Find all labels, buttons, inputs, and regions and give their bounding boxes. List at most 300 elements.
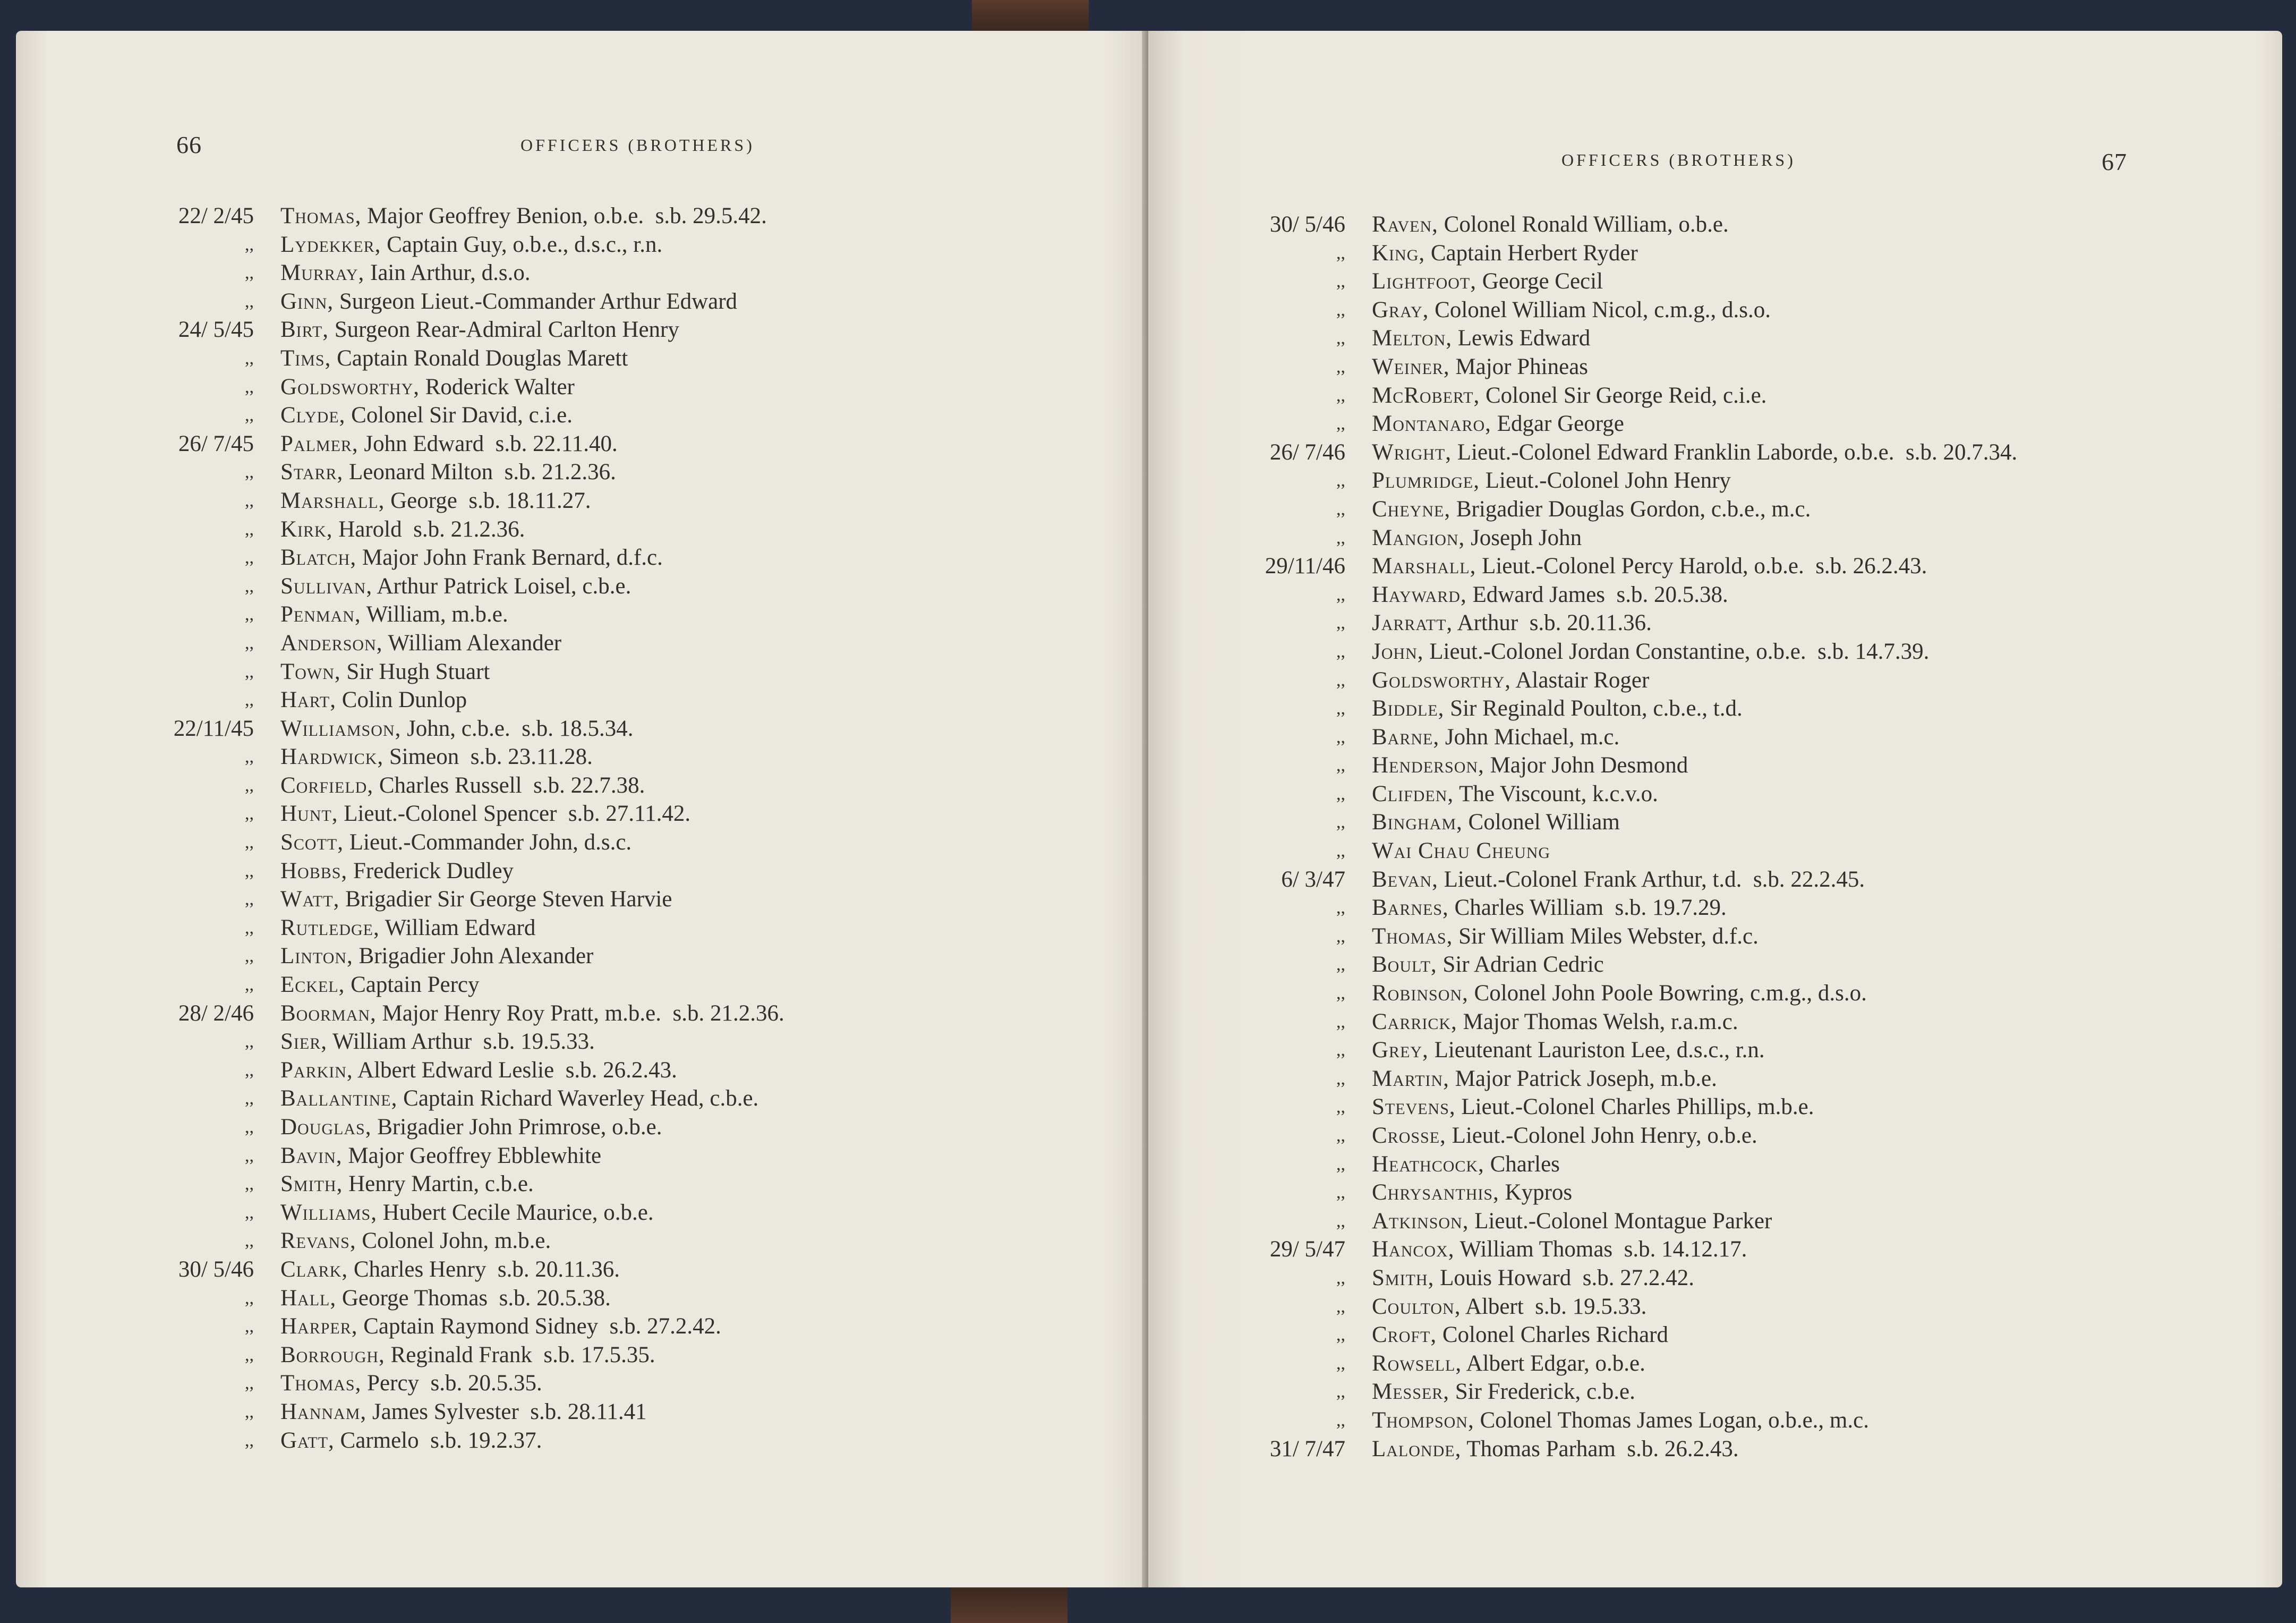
list-item	[1214, 609, 2017, 638]
list-item	[1214, 1264, 2017, 1293]
book-binding-bottom	[951, 1586, 1068, 1623]
entry-surname: Gatt,	[280, 1427, 335, 1453]
entry-details: Hubert Cecile Maurice, o.b.e.	[377, 1200, 654, 1225]
entry-date: 30/ 5/46	[178, 1256, 254, 1282]
entry-date: 22/11/45	[173, 716, 254, 741]
entry-details: Major Patrick Joseph, m.b.e.	[1449, 1066, 1717, 1091]
entry-surname: Hall,	[280, 1285, 337, 1311]
entry-surname: Clyde,	[280, 403, 346, 428]
entry-name	[280, 971, 480, 999]
entry-name	[280, 743, 593, 771]
running-head: OFFICERS (BROTHERS)	[520, 135, 755, 155]
entry-surname: Croft,	[1372, 1322, 1437, 1348]
entry-name	[1372, 410, 1624, 438]
list-item	[1214, 524, 2017, 553]
entry-surname: Birt,	[280, 317, 329, 343]
list-item	[1214, 808, 2017, 837]
entry-details: Roderick Walter	[420, 374, 575, 400]
entry-details: Colonel William Nicol, c.m.g., d.s.o.	[1429, 297, 1771, 322]
entry-surname: Chrysanthis,	[1372, 1180, 1499, 1205]
entry-name	[1372, 296, 1771, 325]
entry-surname: Tims,	[280, 345, 331, 371]
entry-details: Edward James s.b. 20.5.38.	[1466, 582, 1728, 607]
entry-name	[280, 1284, 611, 1313]
list-item	[1214, 1150, 2017, 1179]
list-item	[1214, 922, 2017, 951]
entry-surname: Thompson,	[1372, 1407, 1474, 1433]
entry-details: Captain Richard Waverley Head, c.b.e.	[397, 1086, 759, 1111]
entry-details: Carmelo s.b. 19.2.37.	[334, 1427, 542, 1453]
list-item	[159, 1170, 784, 1199]
entry-surname: Crosse,	[1372, 1123, 1446, 1148]
entry-name	[280, 515, 525, 544]
entry-name	[1372, 1065, 1717, 1093]
entry-date: ,,	[245, 490, 254, 511]
entry-details: Sir Adrian Cedric	[1437, 952, 1604, 978]
entry-name	[280, 344, 628, 373]
entry-surname: Messer,	[1372, 1379, 1450, 1405]
list-item	[1214, 495, 2017, 524]
entry-details: Louis Howard s.b. 27.2.42.	[1434, 1265, 1695, 1290]
entry-surname: Hancox,	[1372, 1237, 1455, 1262]
entry-date: ,,	[1336, 243, 1345, 263]
entry-date: ,,	[1336, 1382, 1345, 1402]
entry-details: Charles William s.b. 19.7.29.	[1448, 895, 1727, 921]
list-item	[159, 373, 784, 402]
entry-details: Captain Guy, o.b.e., d.s.c., r.n.	[381, 232, 663, 257]
entry-surname: Plumridge,	[1372, 468, 1480, 494]
list-item	[159, 1056, 784, 1085]
list-item	[159, 715, 784, 743]
entry-date: ,,	[245, 633, 254, 653]
entry-surname: Heathcock,	[1372, 1151, 1484, 1177]
entry-surname: Harper,	[280, 1314, 358, 1339]
list-item	[159, 1284, 784, 1313]
entry-date: ,,	[245, 1089, 254, 1109]
list-item	[159, 1084, 784, 1113]
list-item	[1214, 950, 2017, 979]
entry-date: ,,	[245, 1401, 254, 1422]
entry-date: ,,	[245, 832, 254, 853]
entry-surname: Lightfoot,	[1372, 269, 1477, 294]
entry-date: ,,	[245, 804, 254, 824]
entry-details: Arthur Patrick Loisel, c.b.e.	[372, 573, 631, 599]
entry-name	[1372, 1378, 1635, 1406]
entry-date: ,,	[1336, 328, 1345, 349]
list-item	[1214, 381, 2017, 410]
entry-date: ,,	[245, 1373, 254, 1393]
entry-details: Charles Henry s.b. 20.11.36.	[348, 1256, 620, 1282]
entry-name	[1372, 552, 1927, 581]
entry-date: ,,	[245, 1145, 254, 1166]
entry-details: Albert Edgar, o.b.e.	[1462, 1350, 1645, 1376]
entry-details: Lewis Edward	[1452, 326, 1591, 351]
list-item	[159, 942, 784, 971]
entry-name	[1372, 1349, 1645, 1378]
list-item	[159, 800, 784, 828]
list-item	[159, 857, 784, 886]
entry-name	[1372, 1264, 1694, 1293]
entry-surname: Henderson,	[1372, 753, 1484, 778]
entry-details: Alastair Roger	[1511, 667, 1650, 693]
entry-surname: Town,	[280, 659, 341, 684]
list-item	[1214, 466, 2017, 495]
list-item	[159, 487, 784, 515]
entry-date: ,,	[1336, 1268, 1345, 1288]
entry-name	[280, 828, 631, 857]
entry-surname: Williamson,	[280, 716, 402, 741]
entry-date: ,,	[1336, 898, 1345, 918]
entry-surname: Cheyne,	[1372, 496, 1451, 522]
entry-date: ,,	[1336, 584, 1345, 605]
entry-surname: Rutledge,	[280, 915, 380, 940]
entry-details: Percy s.b. 20.5.35.	[361, 1371, 542, 1396]
entry-name	[1372, 837, 1550, 865]
entry-surname: Marshall,	[280, 488, 385, 513]
entry-details: George Cecil	[1476, 269, 1603, 294]
list-item	[1214, 1293, 2017, 1321]
entry-surname: Kirk,	[280, 516, 333, 542]
entry-surname: Goldsworthy,	[280, 374, 420, 400]
entry-name	[280, 202, 767, 231]
list-item	[159, 1113, 784, 1142]
entry-surname: Martin,	[1372, 1066, 1449, 1091]
entry-name	[1372, 495, 1811, 524]
entry-date: ,,	[1336, 499, 1345, 519]
entry-surname: Marshall,	[1372, 554, 1476, 579]
entry-date: ,,	[1336, 784, 1345, 804]
entry-name	[280, 487, 591, 515]
entry-surname: Raven,	[1372, 212, 1438, 237]
list-item	[159, 1199, 784, 1227]
entry-details: John, c.b.e. s.b. 18.5.34.	[401, 716, 634, 741]
entry-details: Colonel Charles Richard	[1437, 1322, 1669, 1348]
entry-date: ,,	[1336, 983, 1345, 1004]
entry-date: 30/ 5/46	[1269, 212, 1345, 237]
entry-date: ,,	[1336, 1068, 1345, 1089]
entry-details: Major John Frank Bernard, d.f.c.	[356, 545, 663, 571]
list-item	[159, 999, 784, 1028]
list-item	[159, 771, 784, 800]
entry-date: ,,	[245, 1231, 254, 1251]
entry-name	[280, 857, 514, 886]
entry-details: Reginald Frank s.b. 17.5.35.	[385, 1342, 655, 1367]
list-item	[159, 1398, 784, 1426]
entry-name	[280, 600, 508, 629]
entry-surname: Ginn,	[280, 288, 334, 314]
entry-details: Albert Edward Leslie s.b. 26.2.43.	[353, 1057, 677, 1083]
list-item	[159, 914, 784, 942]
entry-date: ,,	[245, 605, 254, 625]
entry-name	[1372, 1406, 1869, 1435]
entry-date: ,,	[1336, 1183, 1345, 1203]
entry-name	[1372, 239, 1638, 268]
entry-date: ,,	[245, 1288, 254, 1308]
entry-name	[1372, 466, 1731, 495]
entry-name	[280, 1227, 551, 1255]
list-item	[159, 543, 784, 572]
entry-date: ,,	[1336, 926, 1345, 946]
entry-name	[280, 1426, 542, 1455]
entry-details: Colonel John, m.b.e.	[356, 1228, 551, 1254]
entry-surname: Thomas,	[1372, 923, 1453, 949]
entry-surname: John,	[1372, 639, 1424, 664]
entry-surname: Weiner,	[1372, 354, 1450, 379]
book-binding-top	[972, 0, 1089, 32]
entry-name	[280, 1142, 601, 1170]
entry-date: ,,	[245, 519, 254, 539]
list-item	[159, 316, 784, 344]
list-item	[1214, 1235, 2017, 1264]
entry-name	[1372, 210, 1729, 239]
entry-details: Brigadier John Primrose, o.b.e.	[371, 1115, 662, 1140]
entry-date: ,,	[245, 946, 254, 966]
entry-surname: Hayward,	[1372, 582, 1467, 607]
entry-date: ,,	[245, 690, 254, 710]
entry-details: Captain Percy	[345, 972, 480, 998]
list-item	[159, 231, 784, 259]
entry-date: ,,	[1336, 841, 1345, 861]
entry-details: Albert s.b. 19.5.33.	[1461, 1294, 1647, 1319]
entry-name	[1372, 666, 1649, 695]
entry-surname: Scott,	[280, 830, 344, 855]
entry-date: ,,	[1336, 1126, 1345, 1145]
entry-surname: Rowsell,	[1372, 1350, 1462, 1376]
entry-details: Lieut.-Colonel Percy Harold, o.b.e. s.b. 26.2.43.	[1476, 554, 1927, 579]
entry-date: ,,	[1336, 471, 1345, 491]
entry-surname: Atkinson,	[1372, 1208, 1469, 1234]
entry-date: ,,	[245, 1202, 254, 1222]
list-item	[1214, 296, 2017, 325]
entry-surname: Hannam,	[280, 1399, 367, 1424]
entry-name	[1372, 438, 2017, 467]
entry-details: Brigadier Douglas Gordon, c.b.e., m.c.	[1450, 496, 1811, 522]
list-item	[1214, 1378, 2017, 1406]
entry-name	[280, 1170, 534, 1199]
entry-surname: Smith,	[1372, 1265, 1435, 1290]
list-item	[1214, 552, 2017, 581]
entry-date: ,,	[245, 263, 254, 283]
entry-surname: Hobbs,	[280, 858, 348, 883]
entry-details: Lieut.-Commander John, d.s.c.	[344, 830, 632, 855]
entry-details: Colonel William	[1462, 810, 1620, 835]
list-item	[159, 658, 784, 686]
entry-surname: Douglas,	[280, 1115, 372, 1140]
entry-surname: Coulton,	[1372, 1294, 1461, 1319]
entry-details: Surgeon Lieut.-Commander Arthur Edward	[334, 288, 738, 314]
entry-name	[280, 373, 575, 402]
entry-details: Sir Hugh Stuart	[340, 659, 490, 684]
entry-name	[280, 914, 535, 942]
entry-name	[280, 231, 662, 259]
entry-details: Major Geoffrey Ebblewhite	[342, 1143, 602, 1168]
entry-details: James Sylvester s.b. 28.11.41	[366, 1399, 647, 1424]
entry-details: George Thomas s.b. 20.5.38.	[336, 1285, 611, 1311]
entry-name	[280, 1398, 647, 1426]
entry-date: ,,	[245, 291, 254, 311]
list-item	[159, 1227, 784, 1255]
entry-surname: Penman,	[280, 602, 361, 627]
entry-details: Edgar George	[1491, 411, 1624, 437]
list-item	[159, 885, 784, 914]
entry-date: ,,	[1336, 271, 1345, 292]
entry-date: ,,	[245, 661, 254, 682]
entry-name	[1372, 324, 1590, 353]
entry-date: ,,	[1336, 385, 1345, 405]
entry-name	[1372, 694, 1743, 723]
entry-details: William Arthur s.b. 19.5.33.	[327, 1029, 595, 1055]
entry-date: 6/ 3/47	[1281, 866, 1345, 892]
entry-name	[1372, 808, 1620, 837]
entry-name	[1372, 1207, 1772, 1236]
entry-surname: Revans,	[280, 1228, 356, 1254]
entry-name	[1372, 381, 1766, 410]
entry-date: ,,	[245, 747, 254, 767]
entry-details: Surgeon Rear-Admiral Carlton Henry	[328, 317, 679, 343]
entry-details: Captain Raymond Sidney s.b. 27.2.42.	[357, 1314, 721, 1339]
entry-date: ,,	[1336, 955, 1345, 975]
entry-surname: Boorman,	[280, 1000, 377, 1026]
entry-date: 26/ 7/46	[1269, 439, 1345, 465]
entry-name	[1372, 751, 1688, 780]
entry-name	[1372, 723, 1619, 752]
entry-surname: Parkin,	[280, 1057, 353, 1083]
entry-surname: Hart,	[280, 687, 337, 713]
entry-details: Sir Frederick, c.b.e.	[1449, 1379, 1635, 1405]
entry-surname: Bingham,	[1372, 810, 1463, 835]
entry-name	[1372, 979, 1867, 1008]
entry-surname: Ballantine,	[280, 1086, 398, 1111]
entry-date: ,,	[1336, 812, 1345, 832]
list-item	[1214, 581, 2017, 609]
list-item	[159, 430, 784, 458]
entry-details: John Michael, m.c.	[1439, 724, 1620, 750]
entry-name	[1372, 581, 1728, 609]
entry-name	[1372, 1293, 1646, 1321]
entry-surname: McRobert,	[1372, 383, 1480, 408]
entry-name	[1372, 1121, 1757, 1150]
entry-date: ,,	[245, 348, 254, 368]
entry-details: William Alexander	[382, 630, 562, 656]
entry-date: ,,	[245, 234, 254, 254]
entry-date: ,,	[245, 1117, 254, 1137]
entry-name	[280, 543, 663, 572]
list-item	[159, 287, 784, 316]
entry-surname: King,	[1372, 240, 1426, 266]
entry-details: Lieut.-Colonel Edward Franklin Laborde, o.b.e. s.b. 20.7.34.	[1452, 439, 2018, 465]
entry-name	[1372, 1235, 1747, 1264]
entry-date: ,,	[245, 1316, 254, 1337]
entry-date: ,,	[1336, 613, 1345, 633]
list-item	[1214, 723, 2017, 752]
entry-date: ,,	[245, 548, 254, 568]
entry-date: ,,	[245, 1430, 254, 1450]
list-item	[159, 202, 784, 231]
list-item	[1214, 894, 2017, 922]
entry-name	[280, 658, 490, 686]
list-item	[1214, 666, 2017, 695]
entry-details: Colonel Sir George Reid, c.i.e.	[1480, 383, 1767, 408]
entry-surname: Smith,	[280, 1171, 343, 1197]
entry-details: Lieut.-Colonel Montague Parker	[1469, 1208, 1772, 1234]
entry-name	[280, 629, 561, 658]
entry-details: George s.b. 18.11.27.	[385, 488, 591, 513]
entry-name	[1372, 1178, 1572, 1207]
entry-surname: Clark,	[280, 1256, 348, 1282]
entry-date: ,,	[245, 1174, 254, 1194]
list-item	[159, 515, 784, 544]
entry-surname: Biddle,	[1372, 696, 1445, 721]
entry-name	[280, 1027, 595, 1056]
entry-name	[280, 1341, 655, 1370]
entry-date: ,,	[1336, 727, 1345, 747]
list-item	[1214, 865, 2017, 894]
entry-date: ,,	[1336, 755, 1345, 776]
entry-details: William Thomas s.b. 14.12.17.	[1454, 1237, 1747, 1262]
list-item	[1214, 1321, 2017, 1349]
entry-surname: Watt,	[280, 887, 340, 912]
entry-details: Harold s.b. 21.2.36.	[332, 516, 525, 542]
entry-details: Charles	[1484, 1151, 1560, 1177]
entry-surname: Thomas,	[280, 1371, 362, 1396]
entry-name	[1372, 1036, 1765, 1065]
entry-date: 22/ 2/45	[178, 203, 254, 228]
entry-name	[280, 572, 631, 601]
entry-details: Colonel Ronald William, o.b.e.	[1438, 212, 1729, 237]
entry-name	[280, 287, 737, 316]
entry-details: Colin Dunlop	[336, 687, 467, 713]
list-item	[1214, 694, 2017, 723]
entry-details: Major Thomas Welsh, r.a.m.c.	[1457, 1009, 1738, 1034]
list-item	[1214, 979, 2017, 1008]
entry-name	[280, 771, 645, 800]
entry-name	[1372, 1008, 1738, 1036]
list-item	[1214, 780, 2017, 809]
entry-details: Sir William Miles Webster, d.f.c.	[1453, 923, 1759, 949]
list-item	[159, 458, 784, 487]
entry-surname: Palmer,	[280, 431, 359, 456]
entry-name	[1372, 524, 1582, 553]
entry-surname: Blatch,	[280, 545, 357, 571]
entry-surname: Linton,	[280, 944, 353, 969]
list-item	[1214, 1065, 2017, 1093]
entry-name	[1372, 865, 1865, 894]
entry-details: Leonard Milton s.b. 21.2.36.	[343, 460, 616, 485]
entry-details: Lieut.-Colonel Frank Arthur, t.d. s.b. 22.2.45.	[1438, 866, 1865, 892]
list-item	[159, 743, 784, 771]
entry-details: Captain Ronald Douglas Marett	[331, 345, 628, 371]
entry-details: Colonel John Poole Bowring, c.m.g., d.s.o.	[1468, 981, 1867, 1006]
entry-surname: Murray,	[280, 260, 365, 286]
list-item	[1214, 1008, 2017, 1036]
entry-date: ,,	[1336, 1410, 1345, 1430]
entry-date: ,,	[245, 462, 254, 482]
entry-date: ,,	[1336, 414, 1345, 434]
entry-date: 28/ 2/46	[178, 1000, 254, 1026]
list-item	[1214, 1349, 2017, 1378]
page-number: 67	[2102, 148, 2127, 175]
entry-name	[1372, 922, 1759, 951]
entry-date: ,,	[1336, 1012, 1345, 1032]
list-item	[1214, 1178, 2017, 1207]
entry-name	[280, 430, 618, 458]
left-page	[16, 31, 1148, 1587]
entry-details: Brigadier John Alexander	[353, 944, 594, 969]
entry-name	[280, 259, 531, 287]
list-item	[1214, 438, 2017, 467]
entry-surname: Clifden,	[1372, 781, 1454, 806]
entry-name	[280, 1199, 654, 1227]
